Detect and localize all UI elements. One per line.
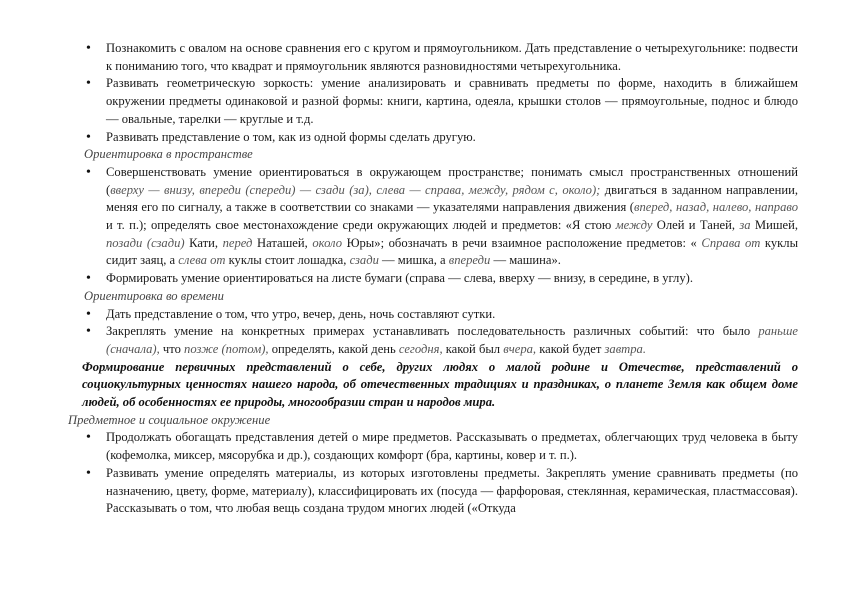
- italic-term: перед: [222, 235, 253, 250]
- bullet-item: [0, 164, 842, 270]
- text-run: куклы стоит лошадка,: [225, 253, 350, 268]
- text-run: что: [159, 341, 185, 356]
- bullet-item: [0, 270, 842, 288]
- bold-italic-paragraph: Формирование первичных представлений о себе, других людях о малой родине и Отечестве, представлений о социокультурных ценностях нашего народа, об отечественных традициях и праздниках, о планете Земля как общем доме людей, об особенностях ее природы, многообразии стран и народов мира.: [82, 359, 798, 410]
- text-run: Кати,: [184, 235, 223, 250]
- document-content: [0, 40, 842, 518]
- bullet-item: [0, 323, 842, 358]
- italic-term: позже (потом),: [184, 341, 269, 356]
- section-subheading: Ориентировка в пространстве: [84, 147, 253, 162]
- italic-term: около: [312, 235, 342, 250]
- italic-term: вверху — внизу, впереди (спереди) — сзади (за), слева — справа, между, рядом с, около);: [110, 182, 601, 197]
- text-run: Юры»; обозначать в речи взаимное расположение предметов: «: [342, 235, 702, 250]
- bullet-item: [0, 75, 842, 128]
- text-run: Развивать умение определять материалы, из которых изготовлены предметы. Закреплять умение сравнивать предметы (по назначению, цвету, форме, материалу), классифицировать их (посуда — фарфоровая, стеклянная, керамическая, пластмассовая). Рассказывать о том, что любая вещь создана трудом многих людей («Откуда: [106, 465, 798, 516]
- text-run: Наташей,: [252, 235, 313, 250]
- document-body: [0, 40, 842, 518]
- text-run: куклы сидит заяц, а: [106, 235, 799, 268]
- italic-term: вперед, назад, налево, направо: [633, 200, 799, 215]
- text-run: Продолжать обогащать представления детей о мире предметов. Рассказывать о предметах, облегчающих труд человека в быту (кофемолка, миксер, мясорубка и др.), создающих комфорт (бра, картины, ковер и т. п.).: [106, 430, 798, 463]
- bullet-item: [0, 129, 842, 147]
- bullet-item: [0, 429, 842, 464]
- italic-term: раньше (сначала),: [106, 324, 798, 356]
- italic-term: завтра.: [604, 341, 646, 356]
- italic-term: впереди: [448, 253, 491, 268]
- italic-term: слева от: [178, 253, 226, 268]
- text-run: Формировать умение ориентироваться на листе бумаги (справа — слева, вверху — внизу, в середине, в углу).: [106, 271, 693, 286]
- text-run: Олей и Таней,: [652, 218, 740, 233]
- italic-term: за: [739, 218, 751, 233]
- text-run: — машина».: [490, 253, 561, 268]
- text-run: Закреплять умение на конкретных примерах устанавливать последовательность различных событий: что было: [106, 324, 759, 339]
- text-run: Развивать представление о том, как из одной формы сделать другую.: [106, 129, 476, 144]
- text-run: Дать представление о том, что утро, вечер, день, ночь составляют сутки.: [106, 306, 496, 321]
- text-run: — мишка, а: [378, 253, 449, 268]
- bullet-item: [0, 465, 842, 518]
- section-subheading: Предметное и социальное окружение: [68, 412, 271, 427]
- italic-term: позади (сзади): [106, 235, 185, 250]
- italic-term: вчера,: [503, 341, 537, 356]
- bullet-item: [0, 40, 842, 75]
- text-run: какой будет: [536, 341, 605, 356]
- italic-term: Справа от: [701, 235, 761, 250]
- text-run: Мишей,: [750, 218, 799, 233]
- italic-term: сзади: [349, 253, 379, 268]
- bullet-item: [0, 306, 842, 324]
- italic-term: сегодня,: [398, 341, 443, 356]
- italic-term: между: [615, 218, 653, 233]
- text-run: какой был: [442, 341, 504, 356]
- text-run: определять, какой день: [268, 341, 399, 356]
- text-run: Совершенствовать умение ориентироваться в окружающем пространстве; понимать смысл пространственных отношений (: [106, 164, 798, 197]
- text-run: Развивать геометрическую зоркость: умение анализировать и сравнивать предметы по форме, находить в ближайшем окружении предметы одинаковой и разной формы: книги, картина, одеяла, крышки столов — прямоугольные, поднос и блюдо — овальные, тарелки — круглые и т.д.: [106, 76, 798, 126]
- section-subheading: Ориентировка во времени: [84, 288, 224, 303]
- text-run: Познакомить с овалом на основе сравнения его с кругом и прямоугольником. Дать представление о четырехугольнике: подвести к пониманию того, что квадрат и прямоугольник являются разновидностями четырехугольника.: [106, 41, 798, 73]
- text-run: двигаться в заданном направлении, меняя его по сигналу, а также в соответствии со знаками — указателями направления движения (: [106, 182, 798, 215]
- text-run: и т. п.); определять свое местонахождение среди окружающих людей и предметов: «Я стою: [106, 218, 616, 233]
